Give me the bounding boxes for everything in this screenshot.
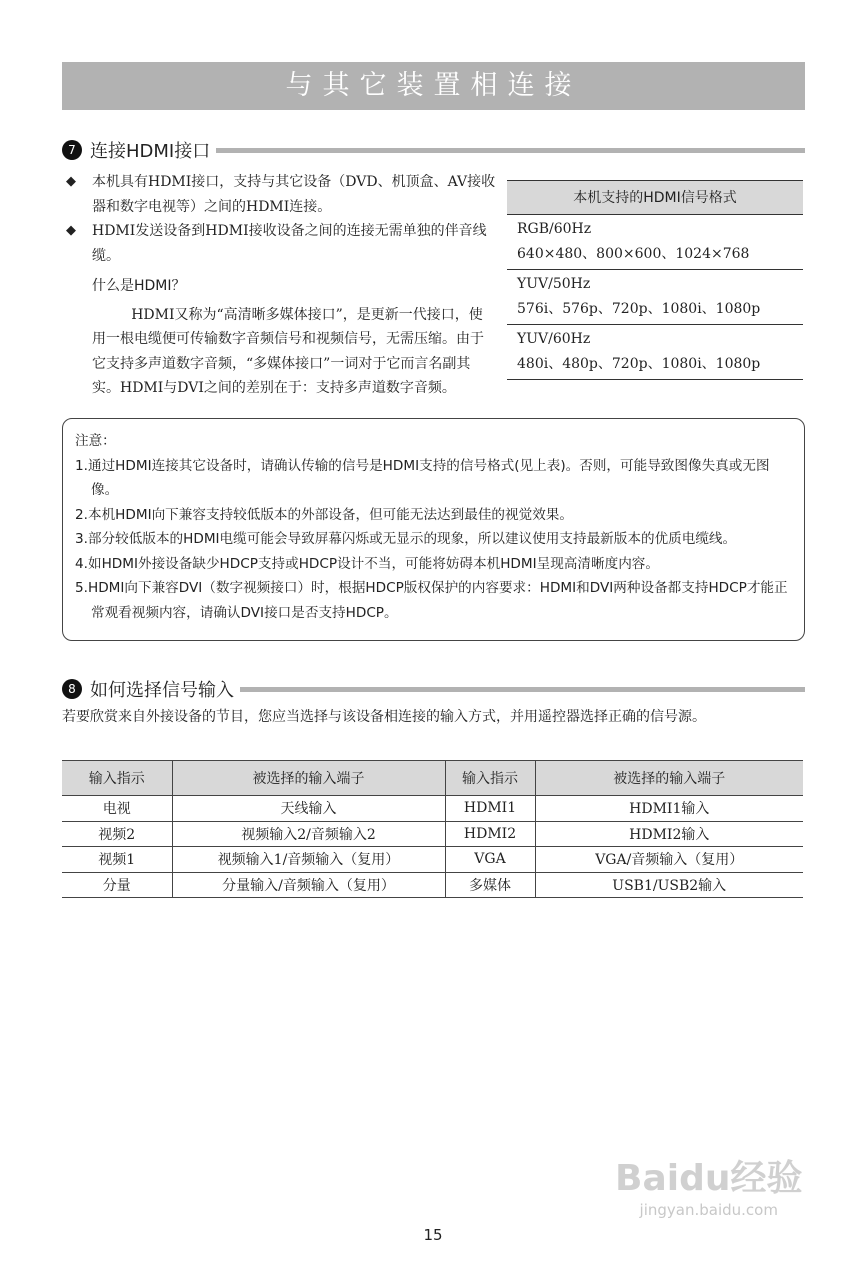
baidu-watermark bbox=[615, 1150, 802, 1219]
table-cell: 电视 bbox=[62, 796, 172, 822]
table-cell: 视频输入2/音频输入2 bbox=[172, 821, 445, 847]
note-item: 5.HDMI向下兼容DVI（数字视频接口）时，根据HDCP版权保护的内容要求：HDMI和DVI两种设备都支持HDCP才能正常观看视频内容，请确认DVI接口是否支持HDCP。 bbox=[75, 580, 788, 621]
input-selection-table bbox=[62, 760, 803, 898]
format-group bbox=[507, 215, 803, 270]
section-8-intro: 若要欣赏来自外接设备的节目，您应当选择与该设备相连接的输入方式，并用遥控器选择正确的信号源。 bbox=[62, 709, 706, 725]
table-cell: 分量输入/音频输入（复用） bbox=[172, 872, 445, 898]
table-cell: VGA/音频输入（复用） bbox=[535, 847, 803, 873]
diamond-bullet-icon: ◆ bbox=[66, 223, 76, 238]
table-row bbox=[62, 847, 803, 873]
column-header: 被选择的输入端子 bbox=[172, 761, 445, 796]
table-row bbox=[62, 821, 803, 847]
bullet-text: HDMI发送设备到HDMI接收设备之间的连接无需单独的伴音线缆。 bbox=[92, 223, 487, 264]
watermark-url: jingyan.baidu.com bbox=[639, 1201, 778, 1219]
format-label: RGB/60Hz bbox=[517, 221, 592, 237]
format-label: YUV/50Hz bbox=[517, 276, 591, 292]
table-row bbox=[62, 796, 803, 822]
format-values: 640×480、800×600、1024×768 bbox=[517, 246, 750, 262]
table-cell: 天线输入 bbox=[172, 796, 445, 822]
table-row bbox=[62, 872, 803, 898]
column-header: 输入指示 bbox=[62, 761, 172, 796]
watermark-logo: Baidu经验 bbox=[615, 1158, 803, 1199]
page-title: 与其它装置相连接 bbox=[62, 62, 805, 110]
format-label: YUV/60Hz bbox=[517, 331, 591, 347]
format-values: 576i、576p、720p、1080i、1080p bbox=[517, 301, 761, 317]
format-group bbox=[507, 325, 803, 380]
bullet-item bbox=[66, 219, 496, 268]
diamond-bullet-icon: ◆ bbox=[66, 174, 76, 189]
section-number: 8 bbox=[62, 679, 82, 699]
table-cell: HDMI1 bbox=[445, 796, 535, 822]
hdmi-format-table bbox=[507, 180, 803, 380]
format-table-header: 本机支持的HDMI信号格式 bbox=[507, 181, 803, 215]
section-7-heading bbox=[62, 137, 805, 163]
page-number: 15 bbox=[423, 1226, 443, 1244]
table-cell: HDMI2输入 bbox=[535, 821, 803, 847]
format-values: 480i、480p、720p、1080i、1080p bbox=[517, 356, 761, 372]
bullet-item bbox=[66, 170, 496, 219]
section-title: 连接HDMI接口 bbox=[90, 141, 211, 162]
column-header: 被选择的输入端子 bbox=[535, 761, 803, 796]
table-cell: 视频输入1/音频输入（复用） bbox=[172, 847, 445, 873]
column-header: 输入指示 bbox=[445, 761, 535, 796]
table-cell: VGA bbox=[445, 847, 535, 873]
format-group bbox=[507, 270, 803, 325]
hdmi-description bbox=[66, 170, 496, 401]
table-cell: 分量 bbox=[62, 872, 172, 898]
section-8-heading bbox=[62, 676, 805, 702]
table-cell: HDMI2 bbox=[445, 821, 535, 847]
heading-rule bbox=[216, 148, 805, 153]
what-is-hdmi-body: HDMI又称为“高清晰多媒体接口”，是更新一代接口，使用一根电缆便可传输数字音频信号和视频信号，无需压缩。由于它支持多声道数字音频，“多媒体接口”一词对于它而言名副其实。HDMI与DVI之间的差别在于：支持多声道数字音频。 bbox=[92, 306, 484, 396]
table-cell: 视频2 bbox=[62, 821, 172, 847]
table-header-row bbox=[62, 761, 803, 796]
note-item: 2.本机HDMI向下兼容支持较低版本的外部设备，但可能无法达到最佳的视觉效果。 bbox=[75, 506, 573, 523]
section-title: 如何选择信号输入 bbox=[90, 680, 234, 701]
table-cell: 多媒体 bbox=[445, 872, 535, 898]
note-item: 1.通过HDMI连接其它设备时，请确认传输的信号是HDMI支持的信号格式(见上表)。否则，可能导致图像失真或无图像。 bbox=[75, 457, 770, 498]
heading-rule bbox=[240, 687, 805, 692]
note-item: 3.部分较低版本的HDMI电缆可能会导致屏幕闪烁或无显示的现象，所以建议使用支持最新版本的优质电缆线。 bbox=[75, 531, 737, 547]
notes-box bbox=[62, 418, 805, 641]
table-cell: HDMI1输入 bbox=[535, 796, 803, 822]
section-number: 7 bbox=[62, 140, 82, 160]
what-is-hdmi-heading: 什么是HDMI？ bbox=[92, 278, 186, 294]
bullet-text: 本机具有HDMI接口，支持与其它设备（DVD、机顶盒、AV接收器和数字电视等）之间的HDMI连接。 bbox=[92, 174, 496, 215]
note-item: 4.如HDMI外接设备缺少HDCP支持或HDCP设计不当，可能将妨碍本机HDMI呈现高清晰度内容。 bbox=[75, 555, 659, 572]
notes-title: 注意： bbox=[75, 433, 116, 449]
table-cell: USB1/USB2输入 bbox=[535, 872, 803, 898]
table-cell: 视频1 bbox=[62, 847, 172, 873]
